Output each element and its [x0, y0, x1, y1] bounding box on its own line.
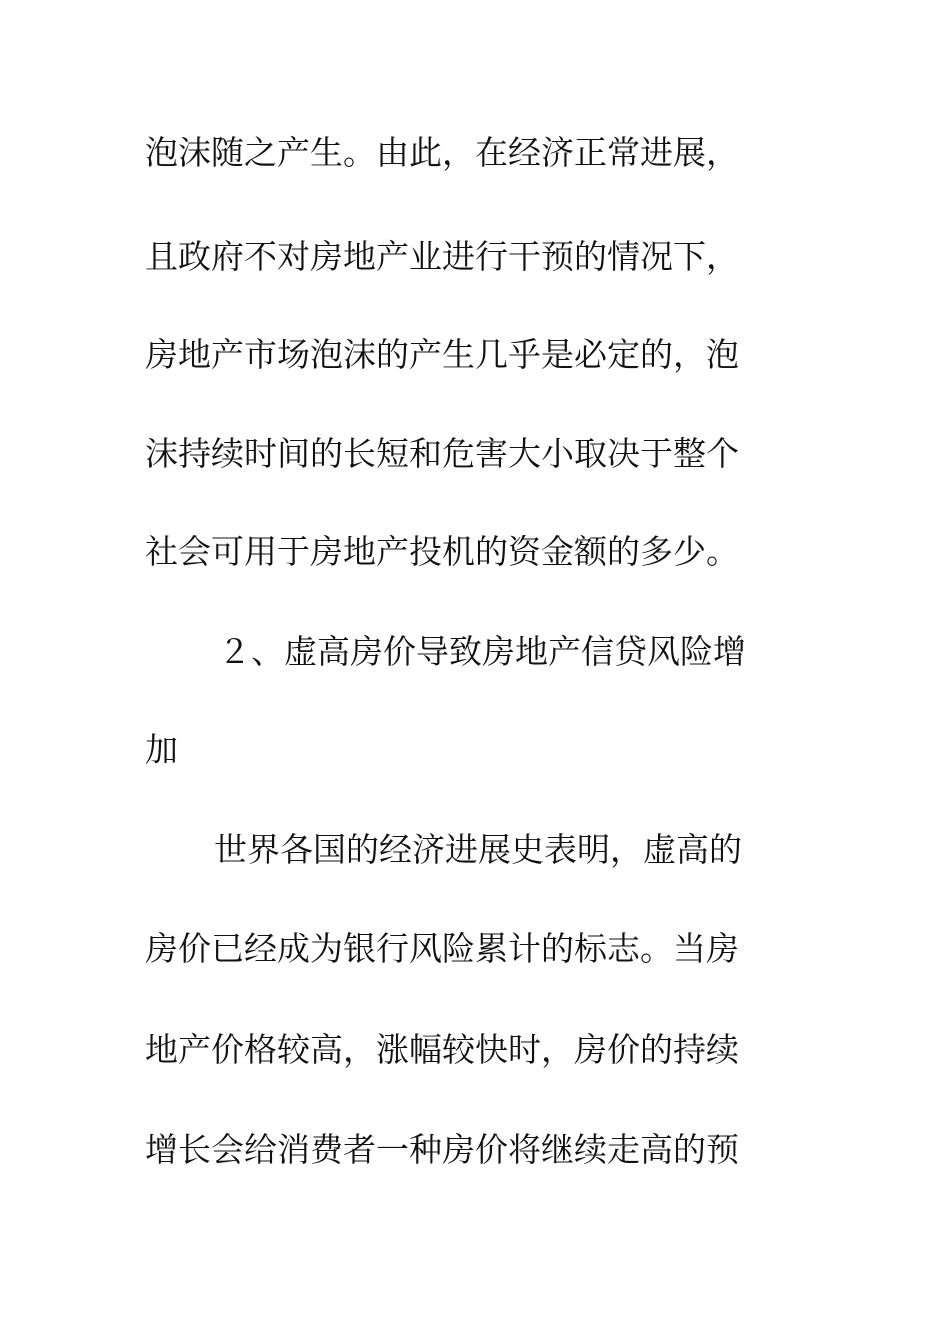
- text-line-6: 世界各国的经济进展史表明，虚高的: [214, 830, 742, 869]
- text-line-4: 沫持续时间的长短和危害大小取决于整个: [145, 434, 739, 473]
- text-line-8: 地产价格较高，涨幅较快时，房价的持续: [145, 1030, 739, 1069]
- text-line-7: 房价已经成为银行风险累计的标志。当房: [145, 929, 739, 968]
- text-line-2: 且政府不对房地产业进行干预的情况下，: [145, 237, 739, 276]
- section-heading-line-1: ２、虚高房价导致房地产信贷风险增: [218, 632, 746, 671]
- section-heading-line-2: 加: [145, 730, 178, 769]
- text-line-3: 房地产市场泡沫的产生几乎是必定的，泡: [145, 335, 739, 374]
- text-line-5: 社会可用于房地产投机的资金额的多少。: [145, 532, 739, 571]
- text-line-1: 泡沫随之产生。由此，在经济正常进展，: [145, 133, 739, 172]
- text-line-9: 增长会给消费者一种房价将继续走高的预: [145, 1130, 739, 1169]
